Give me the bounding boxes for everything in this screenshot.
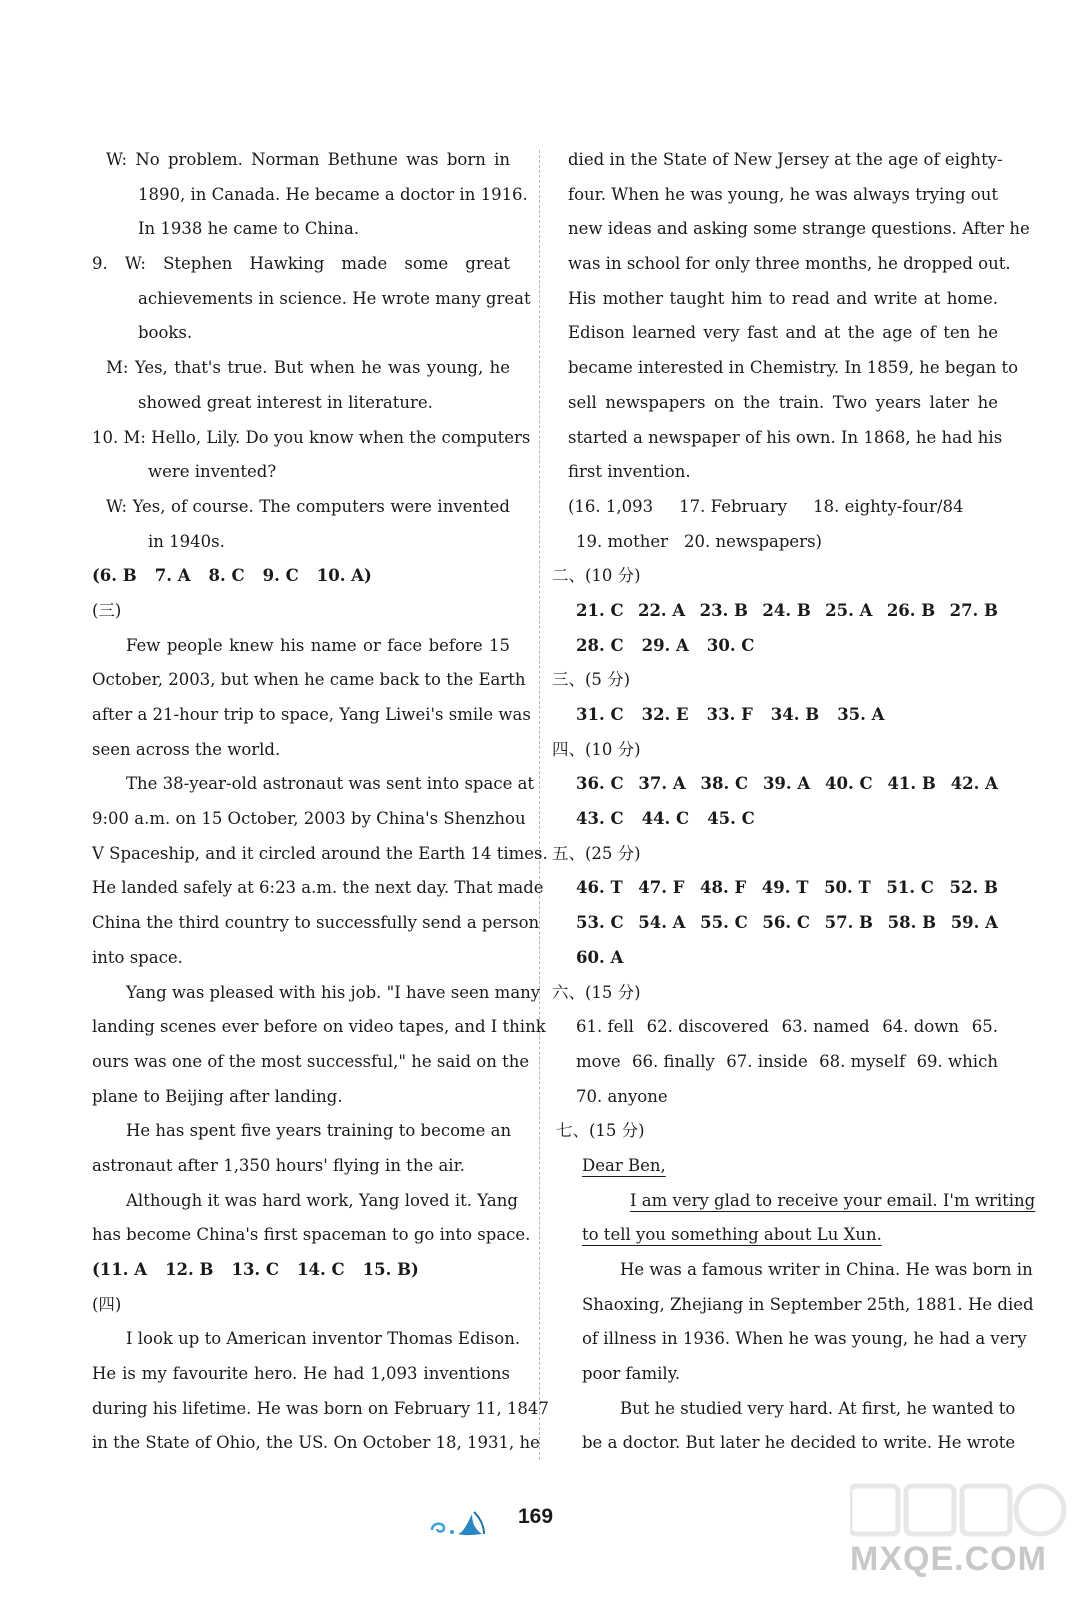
answer: 15. B): [362, 1260, 419, 1279]
section-heading: 六、(15 分): [552, 982, 641, 1002]
answer: 47. F: [638, 878, 685, 898]
answer: 57. B: [824, 913, 874, 933]
answer-row: [568, 1010, 998, 1045]
answer: 22. A: [637, 600, 686, 620]
text-line: four. When he was young, he was always trying out: [568, 184, 998, 204]
answer-row: [568, 525, 998, 560]
text-line: 9:00 a.m. on 15 October, 2003 by China's Shenzhou: [92, 809, 526, 829]
text-line: after a 21-hour trip to space, Yang Liwei's smile was: [92, 705, 531, 724]
text-line: The 38-year-old astronaut was sent into space at: [126, 774, 535, 794]
answer: 28. C: [576, 635, 624, 655]
answer: (11. A: [92, 1260, 148, 1279]
answer: (16. 1,093: [568, 496, 654, 516]
text-line: V Spaceship, and it circled around the Earth 14 times.: [92, 843, 548, 863]
column-divider: [539, 150, 540, 1460]
answer: 7. A: [154, 566, 191, 586]
text-line: I am very glad to receive your email. I'm writing: [630, 1190, 1036, 1210]
text-line: China the third country to successfully send a person: [92, 913, 540, 933]
answer: 35. A: [837, 705, 885, 724]
salutation-text: Dear Ben,: [582, 1155, 666, 1175]
section-heading: 三、(5 分): [552, 670, 631, 690]
letter-salutation: [568, 1149, 998, 1184]
text-line: showed great interest in literature.: [138, 392, 433, 412]
answer: 29. A: [641, 635, 689, 655]
answer: 63. named: [781, 1017, 870, 1037]
text-line: ours was one of the most successful," he said on the: [92, 1051, 530, 1071]
text-line: Shaoxing, Zhejiang in September 25th, 1881. He died: [582, 1294, 1034, 1314]
answer: 32. E: [641, 705, 689, 724]
text-line: achievements in science. He wrote many great: [138, 288, 531, 308]
answer: 34. B: [770, 705, 820, 724]
answer: (6. B: [92, 566, 137, 586]
text-line: be a doctor. But later he decided to write. He wrote: [582, 1433, 1016, 1453]
answer: 12. B: [165, 1260, 214, 1279]
answer: 53. C: [576, 913, 624, 933]
answer: 40. C: [825, 774, 873, 794]
answer: 66. finally: [632, 1051, 715, 1071]
right-column: [552, 143, 1036, 1461]
answer: 20. newspapers): [683, 531, 822, 551]
text-line: to tell you something about Lu Xun.: [582, 1225, 882, 1245]
text-line: seen across the world.: [92, 739, 281, 759]
text-line: 1890, in Canada. He became a doctor in 1916.: [138, 184, 528, 204]
text-line: became interested in Chemistry. In 1859, he began to: [568, 358, 1019, 378]
answer: 23. B: [699, 600, 749, 620]
answer-row: [92, 1253, 510, 1288]
answer: 55. C: [700, 913, 748, 933]
text-line: in the State of Ohio, the US. On October 18, 1931, he: [92, 1433, 540, 1453]
answer: 62. discovered: [646, 1017, 769, 1037]
answer-row: [568, 1080, 998, 1115]
answer-row: [568, 941, 998, 976]
text-line: in 1940s.: [148, 531, 225, 551]
text-line: I look up to American inventor Thomas Edison.: [126, 1329, 521, 1349]
text-line: new ideas and asking some strange questions. After he: [568, 219, 1030, 239]
answer: 17. February: [679, 496, 788, 516]
answer-row: [92, 559, 510, 594]
answer-row: [568, 802, 998, 837]
answer: 10. A): [316, 566, 372, 586]
answer: 58. B: [887, 913, 937, 933]
answer-row: [568, 629, 998, 664]
answer-row: [568, 490, 998, 525]
answer-row: [568, 767, 998, 802]
text-line: W: Yes, of course. The computers were invented: [106, 496, 510, 516]
text-line: sell newspapers on the train. Two years later he: [568, 392, 998, 412]
answer: 43. C: [576, 809, 624, 829]
text-line: But he studied very hard. At first, he wanted to: [620, 1398, 1016, 1418]
answer: 44. C: [641, 809, 690, 829]
answer: 9. C: [262, 566, 299, 586]
watermark-logo-icon: [850, 1480, 1070, 1544]
answer-row: [568, 594, 998, 629]
text-line: died in the State of New Jersey at the age of eighty-: [568, 150, 1003, 169]
answer: 41. B: [887, 774, 936, 794]
text-line: started a newspaper of his own. In 1868, he had his: [568, 427, 1003, 447]
text-line: landing scenes ever before on video tapes, and I think: [92, 1017, 546, 1037]
swirl-logo-icon: [428, 1508, 508, 1544]
answer: 56. C: [762, 913, 810, 933]
answer-row: [568, 871, 998, 906]
answer: 68. myself: [819, 1051, 906, 1071]
answer: 49. T: [761, 878, 809, 898]
answer: 64. down: [882, 1017, 960, 1037]
text-line-wrap: [568, 1218, 998, 1253]
section-heading: 五、(25 分): [552, 843, 641, 863]
answer: 54. A: [638, 913, 686, 933]
answer: 37. A: [638, 774, 686, 794]
answer: 19. mother: [576, 531, 668, 551]
text-line: during his lifetime. He was born on February 11, 1847: [92, 1398, 549, 1418]
text-line: poor family.: [582, 1364, 681, 1384]
page-number: 169: [518, 1505, 554, 1528]
text-line: He is my favourite hero. He had 1,093 inventions: [92, 1364, 510, 1384]
text-line: has become China's first spaceman to go into space.: [92, 1225, 531, 1245]
watermark-text: MXQE.COM: [850, 1540, 1047, 1578]
section-heading: 七、(15 分): [556, 1121, 645, 1141]
answer: 39. A: [762, 774, 811, 794]
text-line: Although it was hard work, Yang loved it. Yang: [126, 1190, 518, 1210]
text-line: plane to Beijing after landing.: [92, 1086, 343, 1106]
answer: 46. T: [576, 878, 623, 898]
answer: 26. B: [886, 600, 936, 620]
text-line: M: Yes, that's true. But when he was young, he: [106, 358, 510, 378]
text-line: 10. M: Hello, Lily. Do you know when the computers: [92, 427, 531, 447]
text-line: Few people knew his name or face before 15: [126, 635, 510, 655]
text-line: Yang was pleased with his job. "I have seen many: [126, 982, 541, 1002]
answer: 51. C: [886, 878, 934, 898]
answer: 38. C: [700, 774, 749, 794]
text-line: 9. W: Stephen Hawking made some great: [92, 254, 510, 274]
answer-row: [568, 906, 998, 941]
answer: 33. F: [706, 705, 753, 724]
text-line: October, 2003, but when he came back to the Earth: [92, 670, 526, 690]
text-line: of illness in 1936. When he was young, he had a very: [582, 1329, 1027, 1349]
text-line: into space.: [92, 947, 183, 967]
text-line: His mother taught him to read and write at home.: [568, 288, 998, 308]
left-column: [92, 143, 549, 1461]
text-line: books.: [138, 323, 193, 343]
answer-row: [568, 698, 998, 733]
answer: 65.: [971, 1017, 998, 1037]
text-line: He was a famous writer in China. He was born in: [620, 1260, 1033, 1279]
answer: 52. B: [949, 878, 998, 898]
answer-row: [568, 1045, 998, 1080]
text-line: was in school for only three months, he dropped out.: [568, 254, 1011, 274]
answer: 36. C: [576, 774, 624, 794]
section-heading: 四、(10 分): [552, 739, 641, 759]
text-line: astronaut after 1,350 hours' flying in the air.: [92, 1155, 465, 1175]
answer: 18. eighty-four/84: [813, 496, 964, 516]
answer: 30. C: [706, 635, 755, 655]
text-line: In 1938 he came to China.: [138, 219, 360, 239]
answer: 31. C: [576, 705, 624, 724]
answer: 70. anyone: [576, 1086, 668, 1106]
answer: 45. C: [707, 809, 755, 829]
answer: 61. fell: [576, 1017, 634, 1037]
text-line: W: No problem. Norman Bethune was born in: [106, 150, 510, 169]
answer: 50. T: [824, 878, 871, 898]
text-line: Edison learned very fast and at the age of ten he: [568, 323, 998, 343]
section-heading: (三): [92, 600, 122, 620]
answer: 24. B: [762, 600, 811, 620]
answer: move: [576, 1051, 621, 1071]
answer: 60. A: [576, 947, 624, 967]
answer: 67. inside: [726, 1051, 808, 1071]
answer: 13. C: [231, 1260, 280, 1279]
answer: 8. C: [208, 566, 245, 586]
section-heading: 二、(10 分): [552, 566, 641, 586]
text-line: first invention.: [568, 462, 691, 482]
answer: 25. A: [825, 600, 873, 620]
answer: 27. B: [949, 600, 998, 620]
answer: 59. A: [950, 913, 998, 933]
answer: 48. F: [700, 878, 747, 898]
text-line: He landed safely at 6:23 a.m. the next day. That made: [92, 878, 544, 898]
answer: 42. A: [950, 774, 998, 794]
answer: 69. which: [916, 1051, 998, 1071]
text-line: were invented?: [148, 462, 277, 482]
answer: 14. C: [297, 1260, 345, 1279]
section-heading: (四): [92, 1294, 122, 1314]
answer: 21. C: [576, 600, 624, 620]
text-line: He has spent five years training to become an: [126, 1121, 512, 1141]
